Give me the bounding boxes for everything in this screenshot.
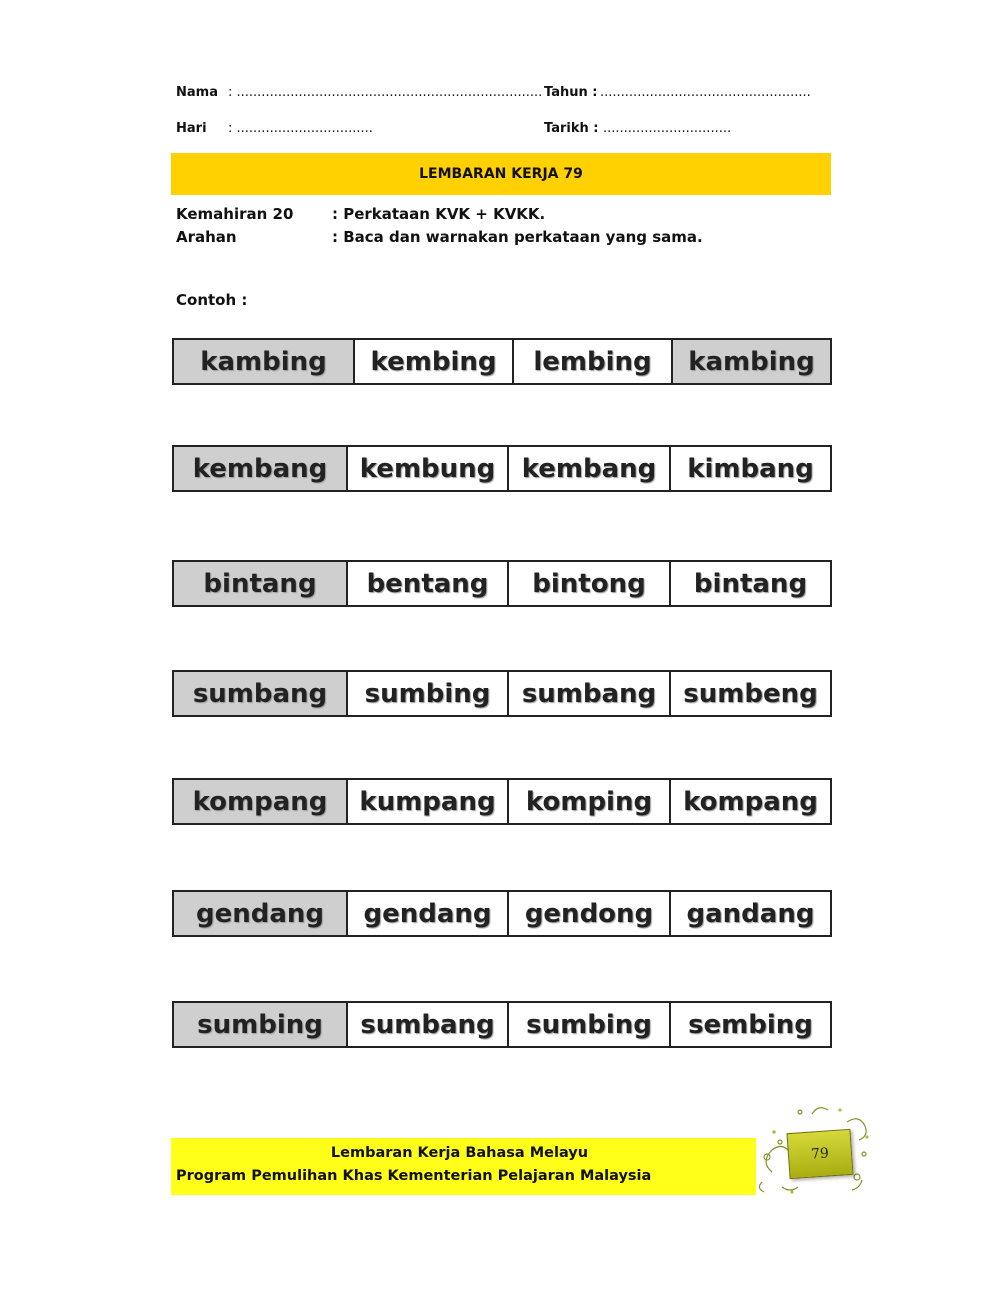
nama-label: Nama [176,85,218,100]
choice-word[interactable]: sembing [671,1003,830,1046]
choice-word[interactable]: gandang [671,892,830,935]
choice-word[interactable]: bentang [348,562,509,605]
page-number-badge [786,1129,853,1179]
skill-text: : Perkataan KVK + KVKK. [332,205,546,223]
choice-word[interactable]: kembang [509,447,671,490]
exercise-row-5 [172,890,832,937]
target-word: kompang [174,780,348,823]
choice-word[interactable]: komping [509,780,671,823]
page-number: 79 [810,1145,830,1163]
nama-field[interactable]: : .......................................................................... [228,85,543,100]
example-target-word: kambing [174,340,355,383]
choice-word[interactable]: kumpang [348,780,509,823]
choice-word[interactable]: sumbing [509,1003,671,1046]
example-choice-3-colored[interactable]: kambing [673,340,830,383]
choice-word[interactable]: sumbang [348,1003,509,1046]
footer-line-2: Program Pemulihan Khas Kementerian Pelajaran Malaysia [176,1168,652,1184]
example-choice-2[interactable]: lembing [514,340,673,383]
skill-label: Kemahiran 20 [176,205,294,223]
choice-word[interactable]: kompang [671,780,830,823]
tahun-field[interactable]: ................................................... [600,85,811,100]
target-word: kembang [174,447,348,490]
directive-label: Arahan [176,228,237,246]
choice-word[interactable]: bintang [671,562,830,605]
exercise-row-1 [172,445,832,492]
tarikh-label: Tarikh : [544,121,599,136]
choice-word[interactable]: sumbang [509,672,671,715]
choice-word[interactable]: sumbeng [671,672,830,715]
tahun-label: Tahun : [544,85,598,100]
exercise-row-3 [172,670,832,717]
example-choice-1[interactable]: kembing [355,340,514,383]
target-word: bintang [174,562,348,605]
target-word: gendang [174,892,348,935]
example-row [172,338,832,385]
exercise-row-6 [172,1001,832,1048]
choice-word[interactable]: kembung [348,447,509,490]
target-word: sumbang [174,672,348,715]
exercise-row-4 [172,778,832,825]
footer-bar [171,1138,756,1195]
tarikh-field[interactable]: ............................... [603,121,732,136]
choice-word[interactable]: gendong [509,892,671,935]
choice-word[interactable]: kimbang [671,447,830,490]
choice-word[interactable]: gendang [348,892,509,935]
target-word: sumbing [174,1003,348,1046]
worksheet-title: LEMBARAN KERJA 79 [171,153,831,195]
hari-label: Hari [176,121,207,136]
hari-field[interactable]: : ................................. [228,121,373,136]
choice-word[interactable]: bintong [509,562,671,605]
choice-word[interactable]: sumbing [348,672,509,715]
exercise-row-2 [172,560,832,607]
footer-line-1: Lembaran Kerja Bahasa Melayu [330,1145,589,1161]
directive-text: : Baca dan warnakan perkataan yang sama. [332,228,703,246]
example-label: Contoh : [176,291,248,309]
